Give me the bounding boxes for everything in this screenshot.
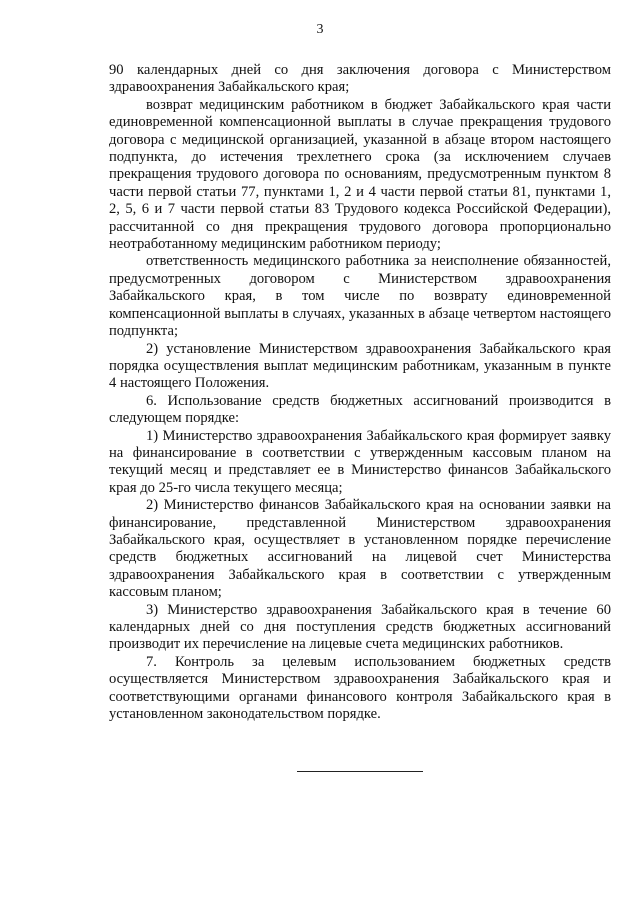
paragraph-responsibility-clause: ответственность медицинского работника за неисполнение обязанностей, предусмотренных договором с Министерством здравоохранения Забайкальского края, в том числе по возврату единовременной компенсационной выплаты в случаях, указанных в абзаце четвертом настоящего подпункта; — [109, 253, 611, 340]
document-body — [109, 62, 611, 723]
paragraph-item-6-sub-3: 3) Министерство здравоохранения Забайкальского края в течение 60 календарных дней со дня поступления средств бюджетных ассигнований производит их перечисление на лицевые счета медицинских работников. — [109, 601, 611, 653]
paragraph-item-6-sub-2: 2) Министерство финансов Забайкальского края на основании заявки на финансирование, представленной Министерством здравоохранения Забайкальского края, осуществляет в установленном порядке перечисление средств бюджетных ассигнований на лицевой счет Министерства здравоохранения Забайкальского края в соответствии с утвержденным кассовым планом; — [109, 497, 611, 601]
paragraph-item-6: 6. Использование средств бюджетных ассигнований производится в следующем порядке: — [109, 392, 611, 427]
paragraph-subitem-2: 2) установление Министерством здравоохранения Забайкальского края порядка осуществления выплат медицинским работникам, указанным в пункте 4 настоящего Положения. — [109, 340, 611, 392]
page-number: 3 — [316, 22, 324, 37]
paragraph-item-7: 7. Контроль за целевым использованием бюджетных средств осуществляется Министерством здравоохранения Забайкальского края и соответствующими органами финансового контроля Забайкальского края в установленном законодательством порядке. — [109, 653, 611, 723]
paragraph-continuation: 90 календарных дней со дня заключения договора с Министерством здравоохранения Забайкальского края; — [109, 62, 611, 96]
paragraph-item-6-sub-1: 1) Министерство здравоохранения Забайкальского края формирует заявку на финансирование в соответствии с утвержденным кассовым планом на текущий месяц и представляет ее в Министерство финансов Забайкальского края до 25-го числа текущего месяца; — [109, 427, 611, 496]
end-of-document-line — [297, 771, 423, 772]
paragraph-refund-clause: возврат медицинским работником в бюджет Забайкальского края части единовременной компенсационной выплаты в случае прекращения трудового договора с медицинской организацией, указанной в абзаце втором настоящего подпункта, до истечения трехлетнего срока (за исключением случаев прекращения трудового договора по основаниям, предусмотренным пунктом 8 части первой статьи 77, пунктами 1, 2 и 4 части первой статьи 81, пунктами 1, 2, 5, 6 и 7 части первой статьи 83 Трудового кодекса Российской Федерации), рассчитанной со дня прекращения трудового договора пропорционально неотработанному медицинским работником периоду; — [109, 96, 611, 253]
